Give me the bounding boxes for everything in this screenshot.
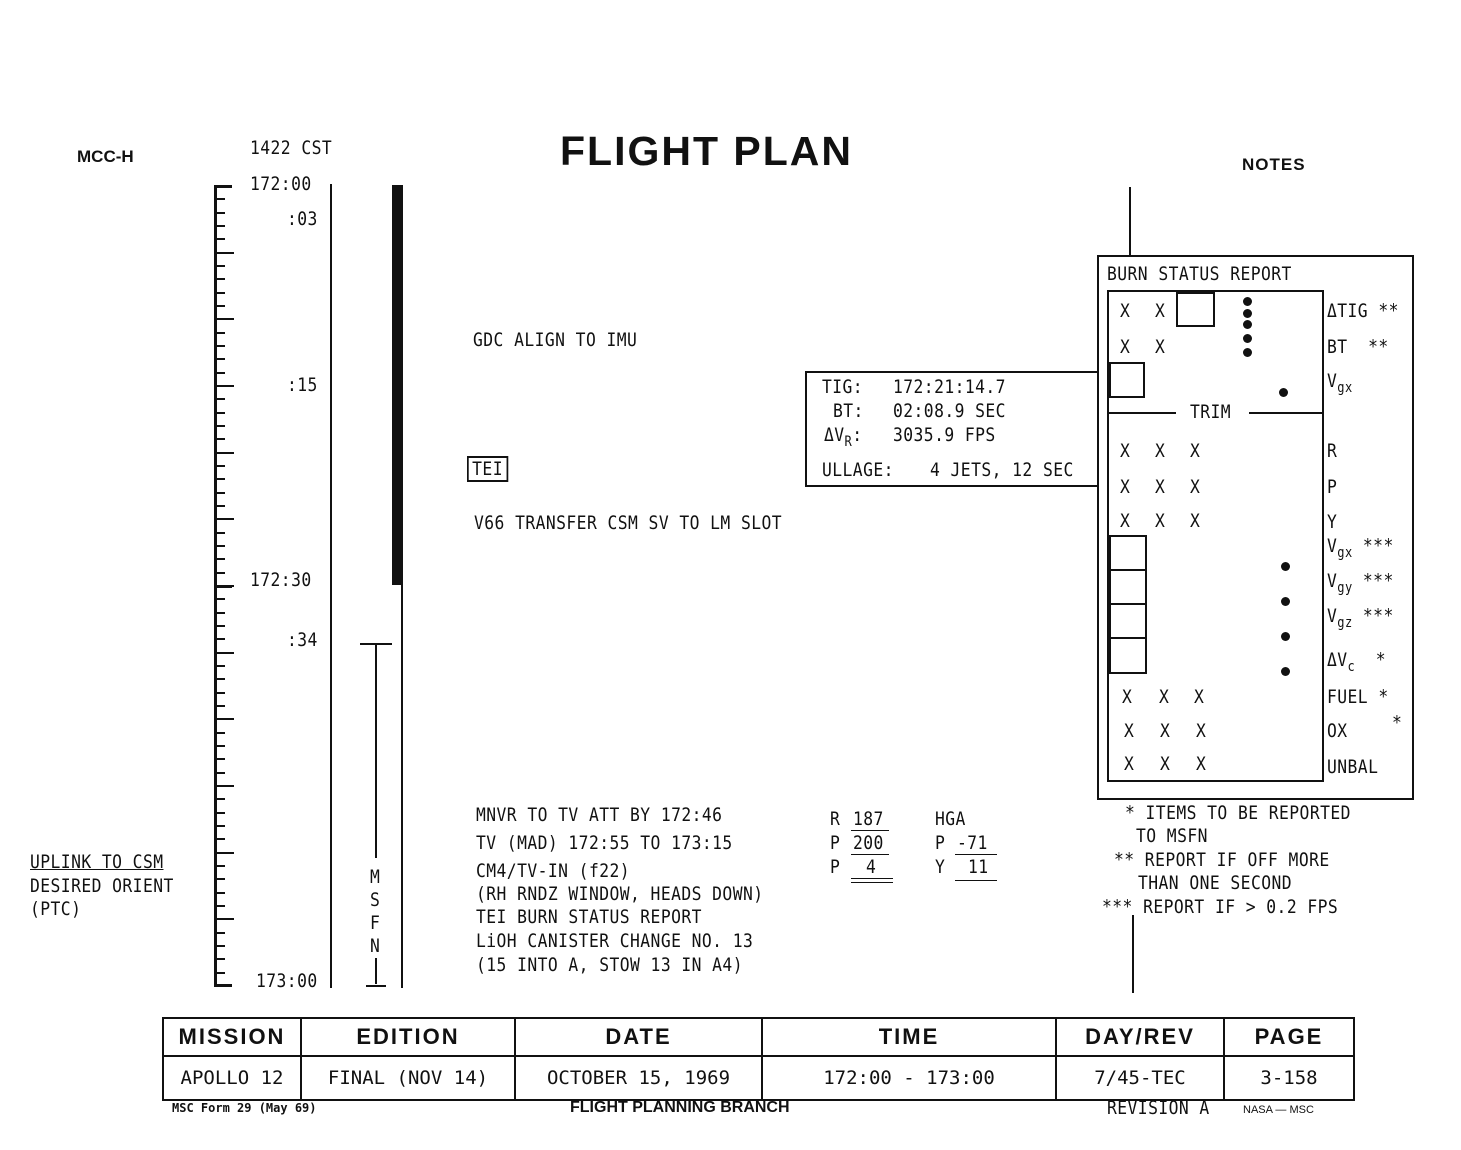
notes-line-bottom xyxy=(1132,915,1134,993)
ruler-tick xyxy=(216,572,225,574)
row-label-y: Y xyxy=(1327,511,1338,533)
x-mark: X xyxy=(1120,476,1131,498)
bullet-dot xyxy=(1243,334,1252,343)
msfn-letter-s: S xyxy=(370,889,381,911)
ruler-tick xyxy=(216,745,225,747)
ruler-tick xyxy=(216,318,234,320)
x-mark: X xyxy=(1160,720,1171,742)
row-label-dtig: ΔTIG ** xyxy=(1327,300,1399,322)
v66-activity: V66 TRANSFER CSM SV TO LM SLOT xyxy=(474,512,783,534)
footnote-line: ** REPORT IF OFF MORE xyxy=(1114,849,1330,871)
footnote-line: THAN ONE SECOND xyxy=(1138,872,1293,894)
ruler-tick xyxy=(216,558,225,560)
ullage-label: ULLAGE: xyxy=(822,459,894,481)
notes-line-top xyxy=(1129,187,1131,255)
uplink-note: UPLINK TO CSM xyxy=(30,851,164,873)
pitch-value: 200 xyxy=(853,832,884,854)
ruler-tick xyxy=(216,865,225,867)
ruler-tick xyxy=(216,265,225,267)
ruler-tick xyxy=(216,625,225,627)
ruler-tick xyxy=(216,612,225,614)
bullet-dot xyxy=(1281,667,1290,676)
time-label-03: :03 xyxy=(287,208,318,230)
edition-header: EDITION xyxy=(301,1018,515,1056)
ruler-tick xyxy=(216,732,225,734)
ruler-tick xyxy=(216,465,225,467)
activity-line: TV (MAD) 172:55 TO 173:15 xyxy=(476,832,733,854)
entry-box xyxy=(1109,603,1147,639)
trim-label: TRIM xyxy=(1190,401,1232,423)
bullet-dot xyxy=(1243,297,1252,306)
ruler-tick xyxy=(216,545,225,547)
row-label-unbal: UNBAL xyxy=(1327,756,1379,778)
x-mark: X xyxy=(1124,720,1135,742)
cst-time: 1422 CST xyxy=(250,137,333,159)
pitch-label: P xyxy=(830,832,841,854)
row-label-r: R xyxy=(1327,440,1338,462)
ruler-tick xyxy=(216,372,225,374)
row-label-bt: BT ** xyxy=(1327,336,1389,358)
footnote-line: *** REPORT IF > 0.2 FPS xyxy=(1102,896,1339,918)
ullage-value: 4 JETS, 12 SEC xyxy=(930,459,1074,481)
hga-yaw-value: 11 xyxy=(968,856,989,878)
x-mark: X xyxy=(1190,440,1201,462)
footer-table xyxy=(162,1017,1355,1101)
dv-value: 3035.9 FPS xyxy=(893,424,996,446)
ruler-tick xyxy=(216,452,234,454)
branch-label: FLIGHT PLANNING BRANCH xyxy=(570,1099,790,1116)
x-mark: X xyxy=(1196,720,1207,742)
nasa-mark: NASA — MSC xyxy=(1243,1104,1314,1116)
dayrev-header: DAY/REV xyxy=(1056,1018,1224,1056)
ruler-tick xyxy=(216,278,225,280)
ruler-tick xyxy=(216,292,225,294)
mcc-label: MCC-H xyxy=(77,147,134,166)
ruler-tick xyxy=(216,905,225,907)
ruler-tick xyxy=(216,892,225,894)
x-mark: X xyxy=(1155,476,1166,498)
msfn-letter-m: M xyxy=(370,866,381,888)
ruler-tick xyxy=(216,492,225,494)
ruler-tick xyxy=(216,238,225,240)
time-label-173-00: 173:00 xyxy=(256,970,318,992)
x-mark: X xyxy=(1160,753,1171,775)
page-value: 3-158 xyxy=(1224,1056,1354,1100)
activity-line: MNVR TO TV ATT BY 172:46 xyxy=(476,804,723,826)
row-label-fuel: FUEL * xyxy=(1327,686,1389,708)
time-label-15: :15 xyxy=(287,374,318,396)
footnote-line: * ITEMS TO BE REPORTED xyxy=(1125,802,1351,824)
ruler-tick xyxy=(216,398,225,400)
mission-value: APOLLO 12 xyxy=(163,1056,301,1100)
date-value: OCTOBER 15, 1969 xyxy=(515,1056,762,1100)
entry-box xyxy=(1109,535,1147,571)
x-mark: X xyxy=(1120,440,1131,462)
bullet-dot xyxy=(1281,632,1290,641)
ruler-tick xyxy=(216,705,225,707)
yaw-value: 4 xyxy=(866,856,877,878)
tig-value: 172:21:14.7 xyxy=(893,376,1006,398)
yaw-label: P xyxy=(830,856,841,878)
entry-box xyxy=(1109,569,1147,605)
ruler-tick xyxy=(216,652,234,654)
x-mark: X xyxy=(1155,510,1166,532)
notes-heading: NOTES xyxy=(1242,155,1306,174)
ruler-tick xyxy=(216,825,225,827)
ruler-tick xyxy=(216,878,225,880)
bullet-dot xyxy=(1243,348,1252,357)
row-label-vgz: $V_{gz}$ *** xyxy=(1327,605,1394,631)
x-mark: X xyxy=(1155,336,1166,358)
ruler-tick xyxy=(216,305,225,307)
bullet-dot xyxy=(1279,388,1288,397)
revision-label: REVISION A xyxy=(1107,1097,1210,1119)
x-mark: X xyxy=(1190,476,1201,498)
ruler-tick xyxy=(216,958,225,960)
activity-line: (15 INTO A, STOW 13 IN A4) xyxy=(476,954,743,976)
activity-line: LiOH CANISTER CHANGE NO. 13 xyxy=(476,930,754,952)
form-number: MSC Form 29 (May 69) xyxy=(172,1101,317,1115)
ruler-tick xyxy=(216,518,234,520)
ruler-tick xyxy=(216,932,225,934)
bullet-dot xyxy=(1281,597,1290,606)
x-mark: X xyxy=(1124,753,1135,775)
ruler-tick xyxy=(216,438,225,440)
msfn-letter-f: F xyxy=(370,912,381,934)
orient-note: DESIRED ORIENT xyxy=(30,875,174,897)
ruler-tick xyxy=(216,852,234,854)
row-label-dvc: $\Delta V_c$ * xyxy=(1327,649,1387,675)
x-mark: X xyxy=(1155,300,1166,322)
row-label-vgy: $V_{gy}$ *** xyxy=(1327,570,1394,596)
ruler-tick xyxy=(216,812,225,814)
ruler-tick xyxy=(216,505,225,507)
ruler-tick xyxy=(216,425,225,427)
burn-status-title: BURN STATUS REPORT xyxy=(1107,263,1292,285)
entry-box xyxy=(1109,637,1147,674)
bullet-dot xyxy=(1243,320,1252,329)
ruler-tick xyxy=(216,198,225,200)
tei-event-box: TEI xyxy=(467,456,508,482)
row-label-vgx: $V_{gx}$ *** xyxy=(1327,535,1394,561)
row-label-p: P xyxy=(1327,476,1338,498)
ruler-tick xyxy=(216,972,225,974)
ruler-tick xyxy=(216,945,225,947)
x-mark: X xyxy=(1120,336,1131,358)
ruler-tick xyxy=(216,758,225,760)
ruler-tick xyxy=(216,332,225,334)
bt-label: BT: xyxy=(833,400,864,422)
roll-label: R xyxy=(830,808,841,830)
ruler-tick xyxy=(216,532,225,534)
gdc-align-activity: GDC ALIGN TO IMU xyxy=(473,329,638,351)
page-title: FLIGHT PLAN xyxy=(560,128,854,174)
activity-line: (RH RNDZ WINDOW, HEADS DOWN) xyxy=(476,883,764,905)
hga-pitch-label: P xyxy=(935,832,946,854)
ruler-tick xyxy=(216,785,234,787)
activity-line: TEI BURN STATUS REPORT xyxy=(476,906,702,928)
page-header: PAGE xyxy=(1224,1018,1354,1056)
ruler-tick xyxy=(216,412,225,414)
ruler-tick xyxy=(216,585,234,587)
footnote-line: TO MSFN xyxy=(1136,825,1208,847)
ruler-tick xyxy=(216,345,225,347)
ruler-tick xyxy=(216,718,234,720)
x-mark: X xyxy=(1120,510,1131,532)
x-mark: X xyxy=(1196,753,1207,775)
ruler-tick xyxy=(216,252,234,254)
tig-label: TIG: xyxy=(822,376,864,398)
ruler-tick xyxy=(216,598,225,600)
ruler-tick xyxy=(216,838,225,840)
entry-box xyxy=(1109,362,1145,398)
entry-box xyxy=(1176,292,1215,327)
x-mark: X xyxy=(1155,440,1166,462)
dayrev-value: 7/45-TEC xyxy=(1056,1056,1224,1100)
roll-value: 187 xyxy=(853,808,884,830)
msfn-letter-n: N xyxy=(370,935,381,957)
ptc-note: (PTC) xyxy=(30,898,82,920)
time-label-34: :34 xyxy=(287,629,318,651)
hga-pitch-value: -71 xyxy=(957,832,988,854)
ruler-tick xyxy=(216,358,225,360)
ruler-tick xyxy=(216,692,225,694)
x-mark: X xyxy=(1120,300,1131,322)
ox-star: * xyxy=(1392,712,1403,734)
time-label-172-30: 172:30 xyxy=(250,569,312,591)
hga-label: HGA xyxy=(935,808,966,830)
dv-label: $\Delta V_R$: xyxy=(824,424,863,450)
activity-line: CM4/TV-IN (f22) xyxy=(476,860,631,882)
ruler-tick xyxy=(216,665,225,667)
time-value: 172:00 - 173:00 xyxy=(762,1056,1056,1100)
ruler-tick xyxy=(216,385,234,387)
bullet-dot xyxy=(1243,309,1252,318)
ruler-tick xyxy=(216,772,225,774)
time-header: TIME xyxy=(762,1018,1056,1056)
ruler-tick xyxy=(216,918,234,920)
x-mark: X xyxy=(1122,686,1133,708)
ruler-tick xyxy=(216,798,225,800)
ruler-tick xyxy=(216,478,225,480)
x-mark: X xyxy=(1194,686,1205,708)
bullet-dot xyxy=(1281,562,1290,571)
x-mark: X xyxy=(1190,510,1201,532)
time-label-172-00: 172:00 xyxy=(250,173,312,195)
mission-header: MISSION xyxy=(163,1018,301,1056)
x-mark: X xyxy=(1159,686,1170,708)
bt-value: 02:08.9 SEC xyxy=(893,400,1006,422)
ruler-tick xyxy=(216,212,225,214)
row-label-ox: OX xyxy=(1327,720,1348,742)
date-header: DATE xyxy=(515,1018,762,1056)
ruler-tick xyxy=(216,678,225,680)
row-label-vgx-1: $V_{gx}$ xyxy=(1327,370,1353,396)
ruler-tick xyxy=(216,638,225,640)
ruler-tick xyxy=(216,225,225,227)
hga-yaw-label: Y xyxy=(935,856,946,878)
edition-value: FINAL (NOV 14) xyxy=(301,1056,515,1100)
